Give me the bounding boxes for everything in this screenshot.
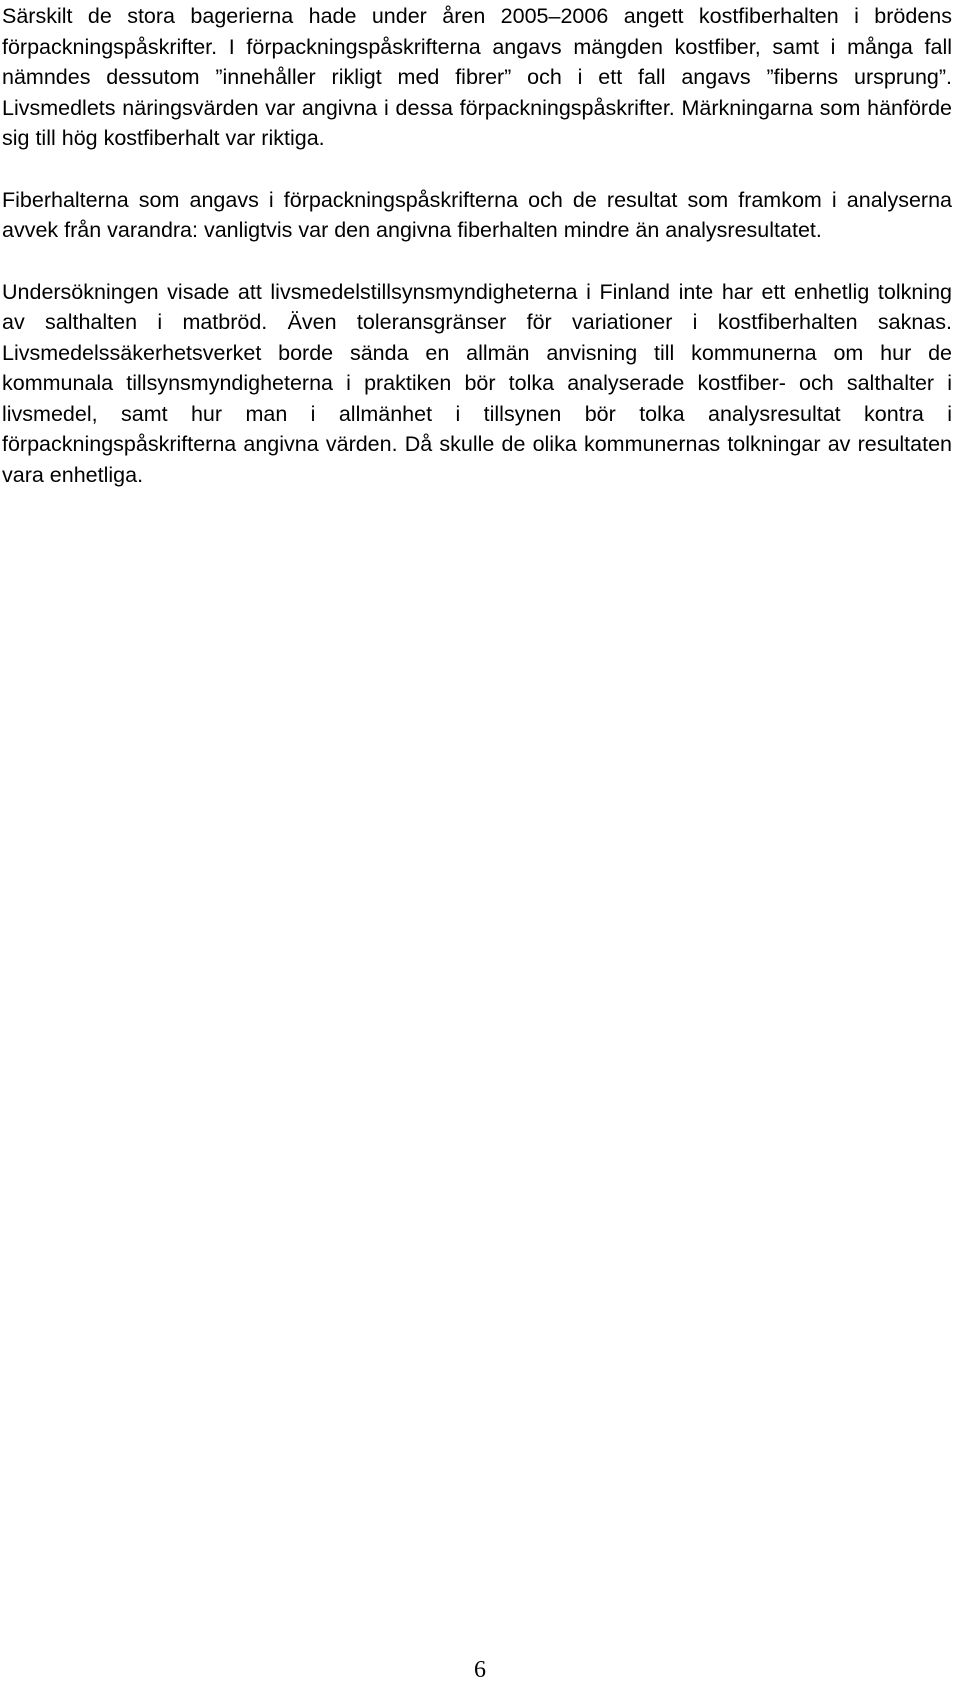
paragraph-fiber-labeling: Särskilt de stora bagerierna hade under åren 2005–2006 angett kostfiberhalten i brödens förpackningspåskrifter. I förpackningspåskrifterna angavs mängden kostfiber, samt i många fall nämndes dessutom ”innehåller rikligt med fibrer” och i ett fall angavs ”fiberns ursprung”. Livsmedlets näringsvärden var angivna i dessa förpackningspåskrifter. Märkningarna som hänförde sig till hög kostfiberhalt var riktiga. <box>2 4 952 150</box>
body-text <box>2 1 952 521</box>
paragraph-fiber-deviation: Fiberhalterna som angavs i förpackningspåskrifterna och de resultat som framkom i analyserna avvek från varandra: vanligtvis var den angivna fiberhalten mindre än analysresultatet. <box>2 187 952 242</box>
paragraph-survey-conclusion: Undersökningen visade att livsmedelstillsynsmyndigheterna i Finland inte har ett enhetlig tolkning av salthalten i matbröd. Även toleransgränser för variationer i kostfiberhalten saknas. Livsmedelssäkerhetsverket borde sända en allmän anvisning till kommunerna om hur de kommunala tillsynsmyndigheterna i praktiken bör tolka analyserade kostfiber- och salthalter i livsmedel, samt hur man i allmänhet i tillsynen bör tolka analysresultat kontra i förpackningspåskrifterna angivna värden. Då skulle de olika kommunernas tolkningar av resultaten vara enhetliga. <box>2 279 952 487</box>
page-number: 6 <box>474 1657 486 1683</box>
